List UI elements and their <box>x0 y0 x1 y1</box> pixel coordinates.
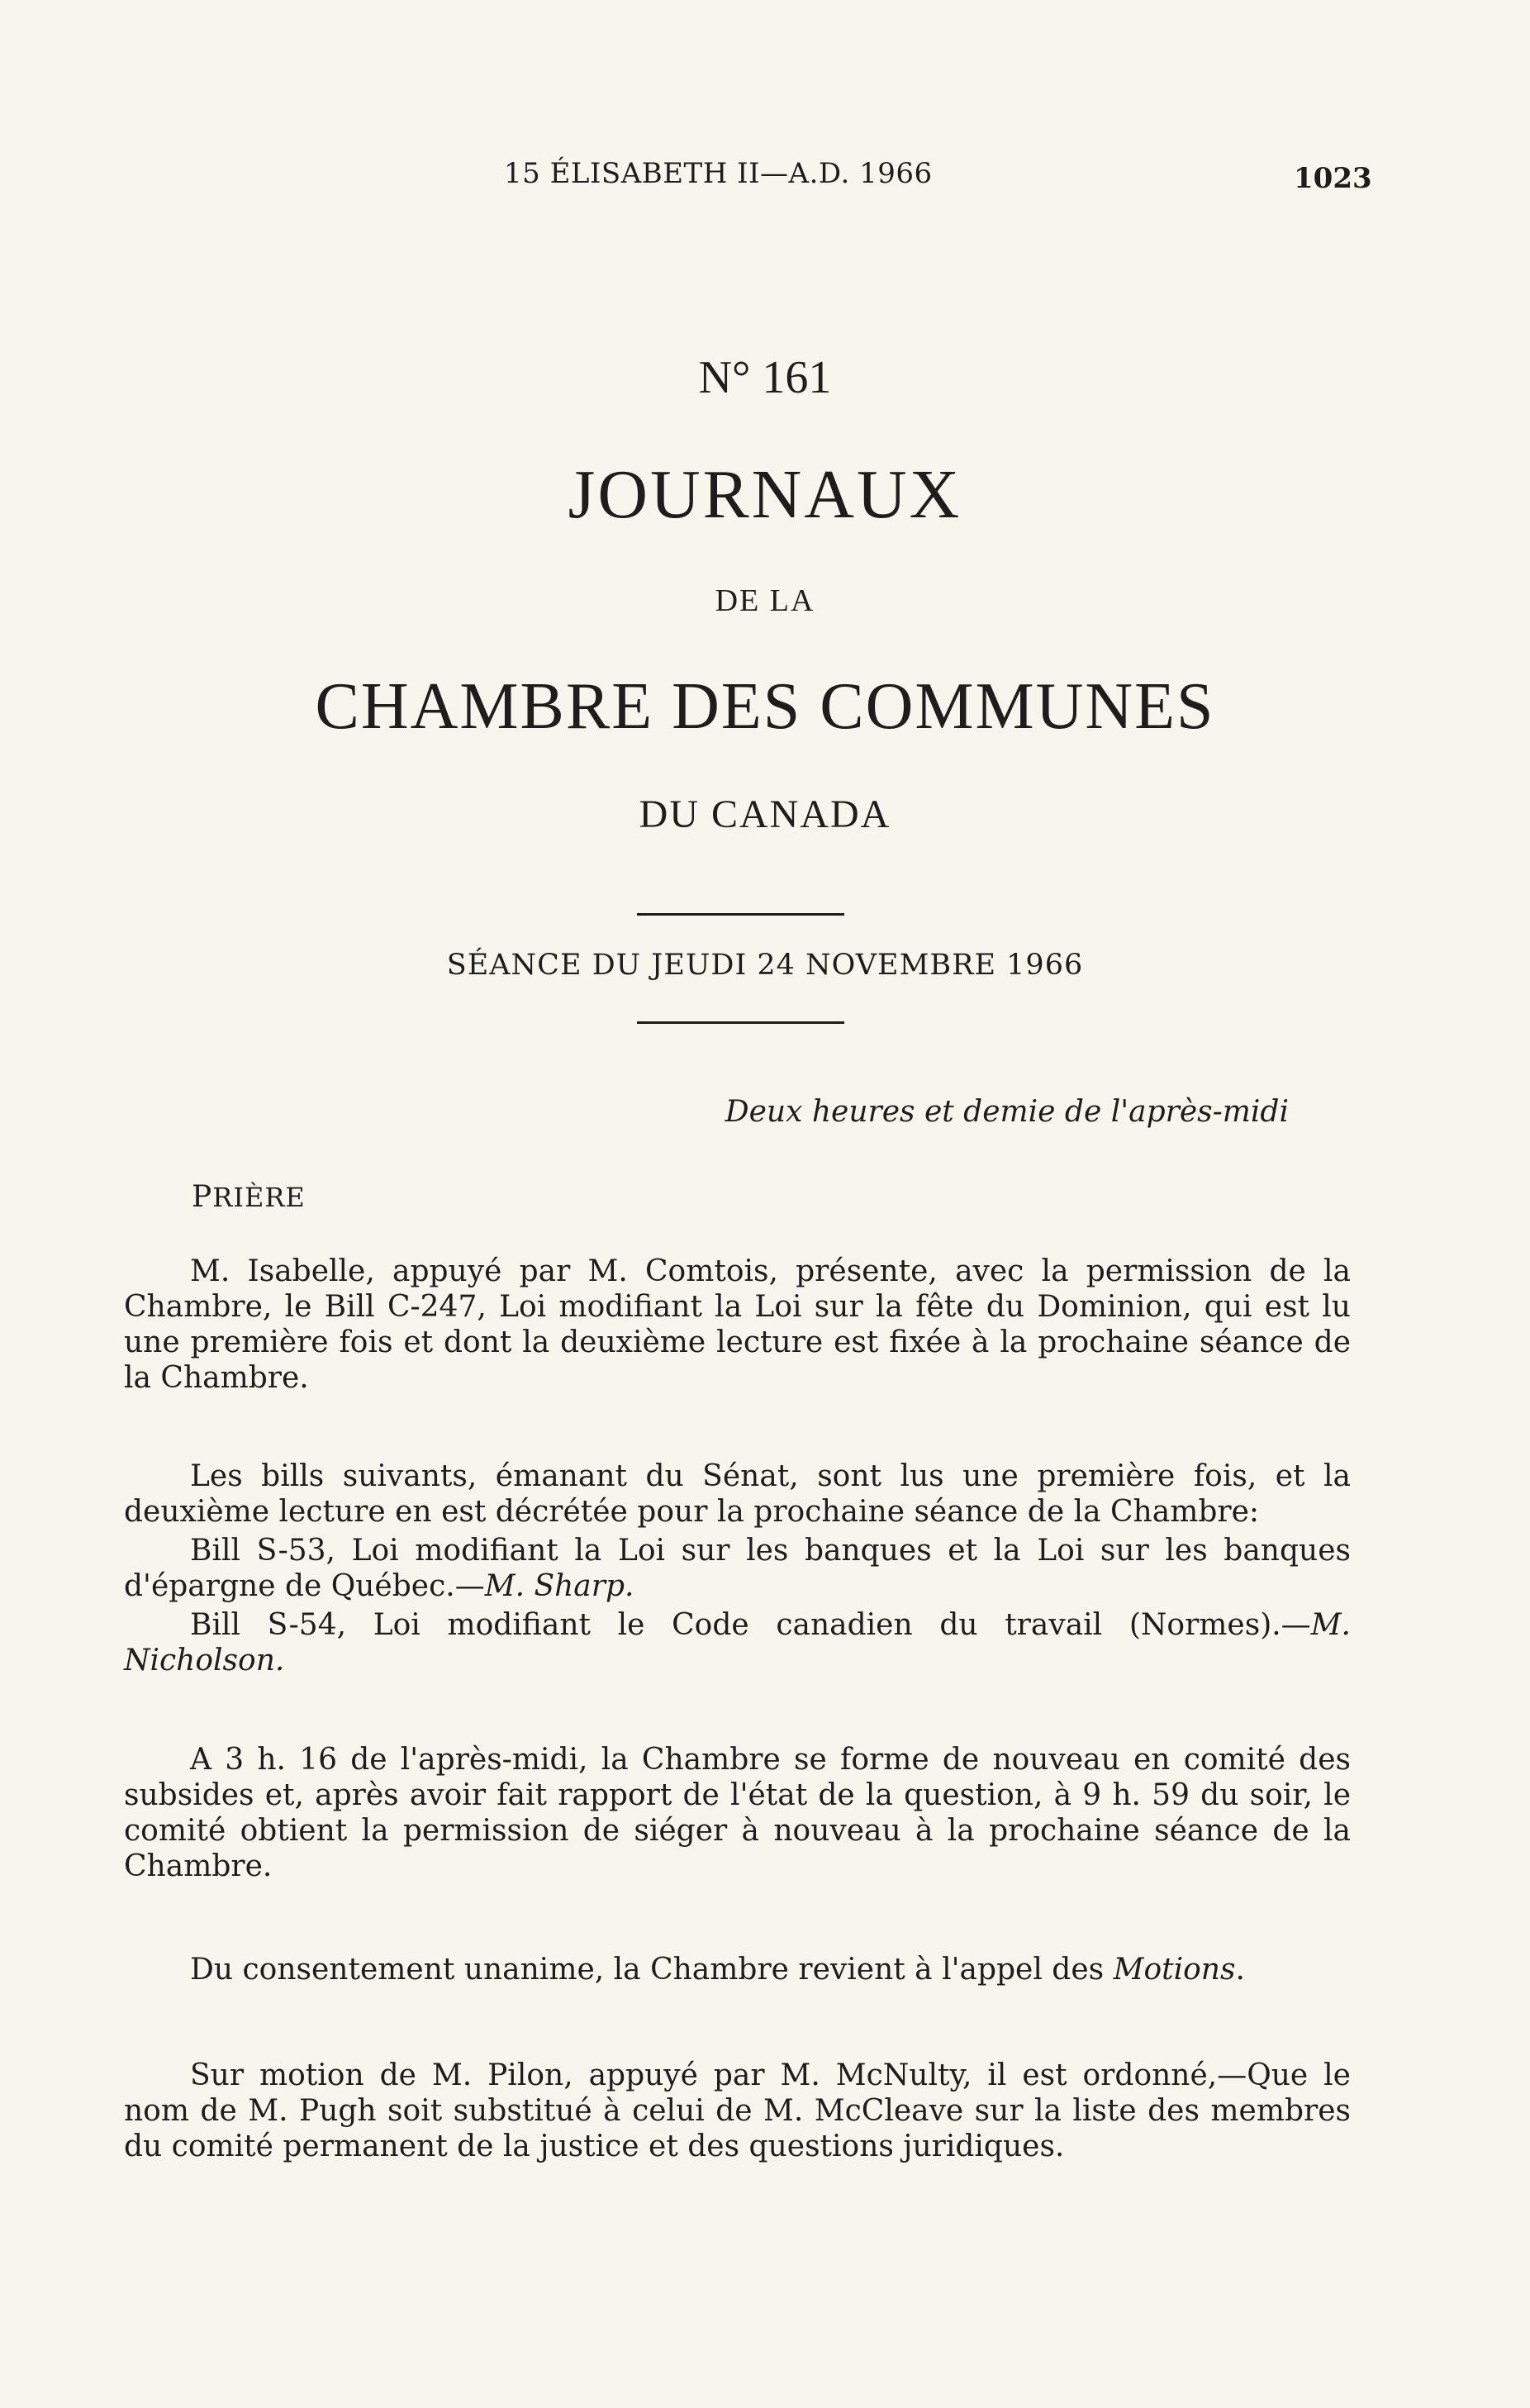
paragraph-committee-membership <box>124 2058 1351 2164</box>
sponsor-name: M. Nicholson. <box>124 1608 1351 1678</box>
journal-title-connector: DE LA <box>715 583 815 618</box>
paragraph-bill-c247 <box>124 1254 1351 1396</box>
bottom-rule-divider <box>637 1021 844 1024</box>
prayer-heading <box>192 1180 306 1214</box>
paragraph-text: Du consentement unanime, la Chambre revient à l'appel des <box>190 1953 1114 1987</box>
paragraph-text: Les bills suivants, émanant du Sénat, sont lus une première fois, et la deuxième lecture en est décrétée pour la prochaine séance de la Chambre: <box>124 1459 1351 1529</box>
country-title: DU CANADA <box>639 792 891 836</box>
prayer-heading-initial: P <box>192 1180 213 1214</box>
paragraph-text: Bill S-53, Loi modifiant la Loi sur les banques et la Loi sur les banques d'épargne de Québec.— <box>124 1534 1351 1603</box>
paragraph-bill-s53 <box>124 1533 1351 1604</box>
sitting-date: SÉANCE DU JEUDI 24 NOVEMBRE 1966 <box>446 949 1084 982</box>
journal-title: JOURNAUX <box>568 456 962 533</box>
issue-number: N° 161 <box>698 352 832 403</box>
paragraph-committee-of-supply <box>124 1742 1351 1884</box>
motions-term: Motions <box>1113 1953 1236 1987</box>
paragraph-unanimous-consent <box>124 1952 1351 1987</box>
paragraph-senate-bills <box>124 1459 1351 1530</box>
running-head: 15 ÉLISABETH II—A.D. 1966 <box>504 157 933 190</box>
paragraph-text: M. Isabelle, appuyé par M. Comtois, présente, avec la permission de la Chambre, le Bill C-247, Loi modifiant la Loi sur la fête du Dominion, qui est lu une première fois et dont la deuxième lecture est fixée à la prochaine séance de la Chambre. <box>124 1254 1351 1395</box>
house-title: CHAMBRE DES COMMUNES <box>315 670 1215 743</box>
top-rule-divider <box>637 913 844 916</box>
paragraph-text: Bill S-54, Loi modifiant le Code canadien du travail (Normes).— <box>190 1608 1311 1642</box>
sitting-time: Deux heures et demie de l'après-midi <box>725 1095 1289 1129</box>
paragraph-end: . <box>1235 1953 1245 1987</box>
paragraph-bill-s54 <box>124 1607 1351 1678</box>
sponsor-name: M. Sharp. <box>484 1569 634 1603</box>
page-number: 1023 <box>1294 162 1372 195</box>
paragraph-text: A 3 h. 16 de l'après-midi, la Chambre se forme de nouveau en comité des subsides et, après avoir fait rapport de l'état de la question, à 9 h. 59 du soir, le comité obtient la permission de siéger à nouveau à la prochaine séance de la Chambre. <box>124 1743 1351 1883</box>
prayer-heading-rest: RIÈRE <box>212 1182 306 1213</box>
paragraph-text: Sur motion de M. Pilon, appuyé par M. McNulty, il est ordonné,—Que le nom de M. Pugh soit substitué à celui de M. McCleave sur la liste des membres du comité permanent de la justice et des questions juridiques. <box>124 2058 1351 2163</box>
